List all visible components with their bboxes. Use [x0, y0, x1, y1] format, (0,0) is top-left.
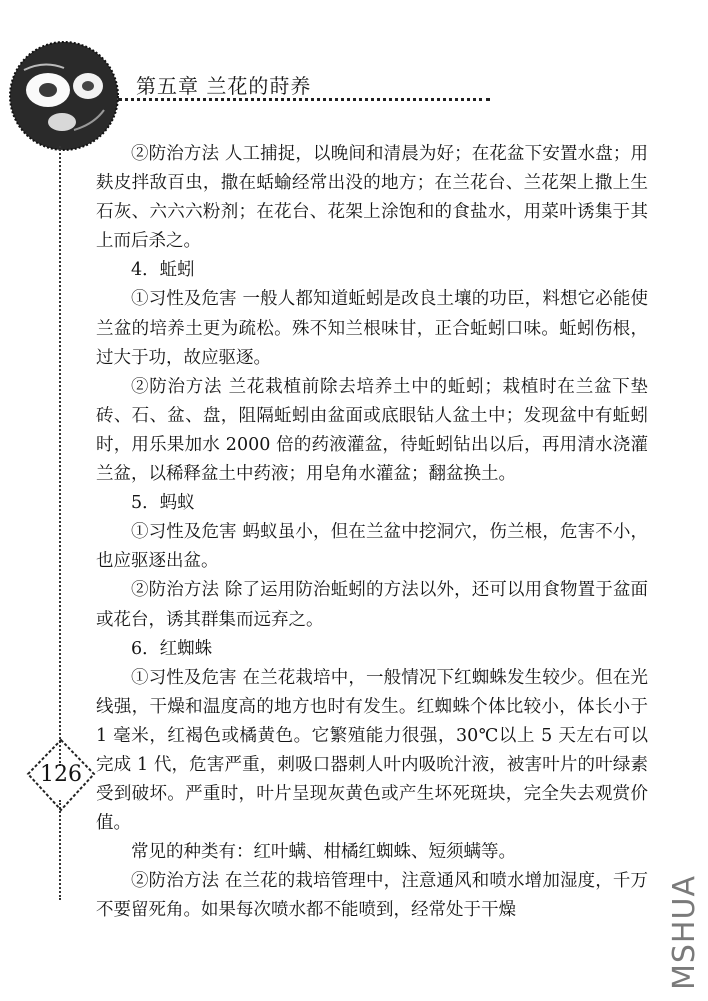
watermark: MSHUA	[667, 875, 702, 990]
chapter-title: 第五章 兰花的莳养	[136, 74, 312, 98]
header-divider	[118, 98, 490, 101]
paragraph: ②防治方法 人工捕捉，以晚间和清晨为好；在花盆下安置水盘；用麸皮拌敌百虫，撒在蛞蝓经常出没的地方；在兰花台、兰花架上撒上生石灰、六六六粉剂；在花台、花架上涂饱和的食盐水，用菜叶诱集于其上而后杀之。	[96, 144, 648, 252]
paragraph: ②防治方法 兰花栽植前除去培养土中的蚯蚓；栽植时在兰盆下垫砖、石、盆、盘，阻隔蚯蚓由盆面或底眼钻人盆土中；发现盆中有蚯蚓时，用乐果加水 2000 倍的药液灌盆，待蚯蚓钻出以后，再用清水浇灌兰盆，以稀释盆土中药液；用皂角水灌盆；翻盆换土。	[96, 376, 648, 485]
paragraph: ①习性及危害 在兰花栽培中，一般情况下红蜘蛛发生较少。但在光线强，干燥和温度高的地方也时有发生。红蜘蛛个体比较小，体长小于 1 毫米，红褐色或橘黄色。它繁殖能力很强，30℃以上 5 天左右可以完成 1 代，危害严重，刺吸口器刺人叶内吸吮汁液，被害叶片的叶绿素受到破坏。严重时，叶片呈现灰黄色或产生坏死斑块，完全失去观赏价值。	[96, 667, 648, 834]
section-heading: 6．红蜘蛛	[131, 638, 213, 659]
flower-emblem-icon	[4, 40, 124, 152]
section-heading: 5．蚂蚁	[131, 493, 195, 514]
paragraph: ①习性及危害 蚂蚁虽小，但在兰盆中挖洞穴，伤兰根，危害不小，也应驱逐出盆。	[96, 522, 648, 572]
page-number: 126	[40, 762, 82, 787]
paragraph: ①习性及危害 一般人都知道蚯蚓是改良土壤的功臣，料想它必能使兰盆的培养土更为疏松。殊不知兰根味甘，正合蚯蚓口味。蚯蚓伤根，过大于功，故应驱逐。	[96, 289, 648, 368]
paragraph: ②防治方法 在兰花的栽培管理中，注意通风和喷水增加湿度，千万不要留死角。如果每次喷水都不能喷到，经常处于干燥	[96, 871, 648, 921]
paragraph: 常见的种类有：红叶螨、柑橘红蜘蛛、短须螨等。	[131, 842, 516, 863]
margin-divider	[59, 146, 61, 766]
section-heading: 4．蚯蚓	[131, 260, 195, 281]
margin-divider-lower	[59, 800, 61, 900]
page-number-badge	[22, 738, 100, 814]
body-text	[96, 140, 648, 926]
paragraph: ②防治方法 除了运用防治蚯蚓的方法以外，还可以用食物置于盆面或花台，诱其群集而远弃之。	[96, 580, 648, 630]
